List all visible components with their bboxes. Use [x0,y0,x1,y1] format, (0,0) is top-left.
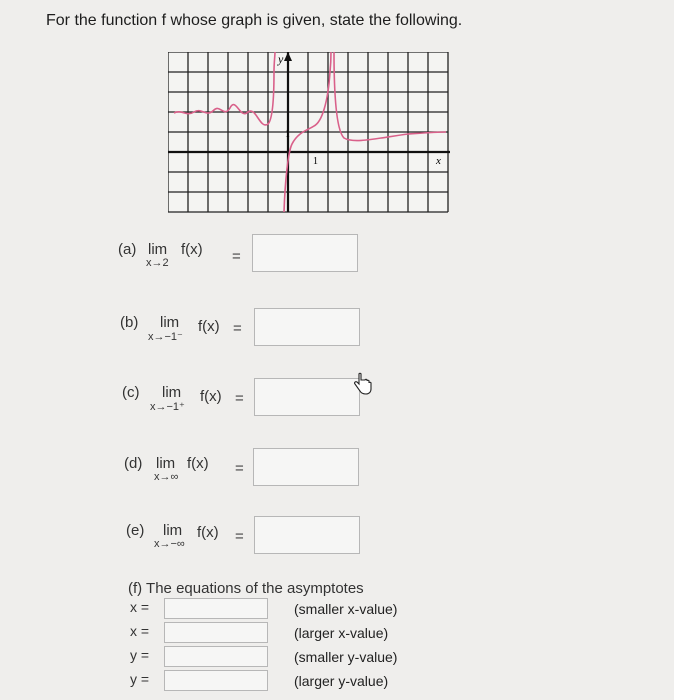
asymptote-4-label: y = [130,671,150,687]
part-a-lim: lim [148,241,168,258]
part-b-subscript: x→−1⁻ [148,331,183,343]
part-c-equals: = [235,390,244,407]
part-a-subscript: x→2 [146,257,169,269]
function-graph [168,52,450,214]
part-d-subscript: x→∞ [154,471,179,483]
part-b-equals: = [233,320,242,337]
part-c-answer-input[interactable] [254,378,360,416]
part-d-tag: (d) [124,455,143,472]
hand-cursor-icon [352,372,374,396]
part-d-answer-input[interactable] [253,448,359,486]
asymptote-y-larger-input[interactable] [164,670,268,691]
part-e-lim: lim [163,522,183,539]
asymptote-1-hint: (smaller x-value) [294,601,398,617]
part-b-function: f(x) [198,318,220,335]
y-tick-label: 1 [285,129,290,140]
asymptote-x-larger-input[interactable] [164,622,268,643]
x-axis-label: x [436,155,441,167]
question-prompt: For the function f whose graph is given, state the following. [46,12,463,29]
part-e-tag: (e) [126,522,145,539]
asymptotes-heading: (f) The equations of the asymptotes [128,580,364,597]
part-a-function: f(x) [181,241,203,258]
asymptote-y-smaller-input[interactable] [164,646,268,667]
asymptote-3-label: y = [130,647,150,663]
part-a-equals: = [232,248,241,265]
part-b-tag: (b) [120,314,139,331]
part-c-function: f(x) [200,388,222,405]
x-tick-label: 1 [313,156,318,167]
part-b-lim: lim [160,314,180,331]
part-e-equals: = [235,528,244,545]
y-axis-label: y [278,52,284,66]
asymptote-4-hint: (larger y-value) [294,673,389,689]
asymptote-1-label: x = [130,599,150,615]
part-a-tag: (a) [118,241,137,258]
asymptote-x-smaller-input[interactable] [164,598,268,619]
part-b-answer-input[interactable] [254,308,360,346]
part-a-answer-input[interactable] [252,234,358,272]
asymptote-2-hint: (larger x-value) [294,625,389,641]
part-c-lim: lim [162,384,182,401]
asymptote-3-hint: (smaller y-value) [294,649,398,665]
part-d-function: f(x) [187,455,209,472]
part-d-equals: = [235,460,244,477]
part-c-tag: (c) [122,384,140,401]
part-e-subscript: x→−∞ [154,538,185,550]
part-d-lim: lim [156,455,176,472]
part-c-subscript: x→−1⁺ [150,401,185,413]
part-e-function: f(x) [197,524,219,541]
asymptote-2-label: x = [130,623,150,639]
part-e-answer-input[interactable] [254,516,360,554]
